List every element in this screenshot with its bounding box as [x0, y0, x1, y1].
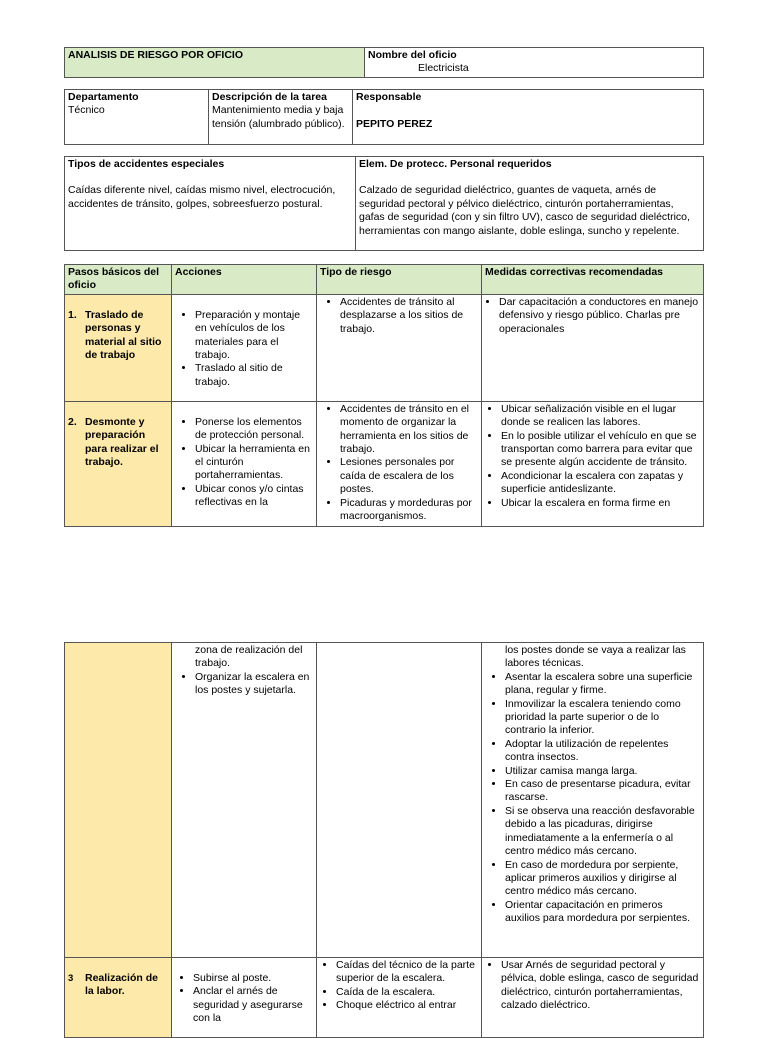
- department-label: Departamento: [68, 91, 139, 103]
- step2-label: Desmonte y preparación para realizar el trabajo.: [85, 415, 159, 469]
- document-title: ANALISIS DE RIESGO POR OFICIO: [65, 48, 365, 78]
- job-name-label: Nombre del oficio: [368, 49, 457, 61]
- list-item: • Ponerse los elementos de protección personal.: [195, 416, 313, 443]
- list-item: • Adoptar la utilización de repelentes contra insectos.: [505, 738, 700, 765]
- list-item: • Organizar la escalera en los postes y sujetarla.: [195, 671, 313, 698]
- list-item: • Acondicionar la escalera con zapatas y superficie antideslizante.: [501, 470, 700, 497]
- table-row: [65, 958, 704, 1038]
- list-item: • Asentar la escalera sobre una superficie plana, regular y firme.: [505, 671, 700, 698]
- list-item: • Inmovilizar la escalera teniendo como prioridad la parte superior o de lo contrario la inferior.: [505, 698, 700, 738]
- ppe-cell: [356, 157, 704, 251]
- responsible-cell: [353, 90, 704, 145]
- table-row: [65, 294, 704, 401]
- list-item: • Ubicar la herramienta en el cinturón portaherramientas.: [195, 443, 313, 483]
- step1-number: 1.: [68, 308, 77, 321]
- step3-number: 3: [68, 973, 74, 984]
- continued-text: los postes donde se vaya a realizar las labores técnicas.: [505, 644, 686, 670]
- table-row: [65, 643, 704, 958]
- list-item: • Accidentes de tránsito en el momento de organizar la herramienta en los sitios de trabajo.: [340, 403, 478, 457]
- job-name-value: Electricista: [418, 62, 469, 75]
- step2-measures: [482, 401, 704, 526]
- step2-risks-continued: [317, 643, 482, 958]
- table-row: [65, 401, 704, 526]
- list-item: • Usar Arnés de seguridad pectoral y pélvica, doble eslinga, casco de seguridad dieléctrico, cinturón portaherramientas, calzado dieléctrico.: [501, 959, 700, 1013]
- list-item: • Choque eléctrico al entrar: [336, 999, 478, 1012]
- ppe-value: Calzado de seguridad dieléctrico, guantes de vaqueta, arnés de seguridad pectoral y pélvico dieléctrico, cinturón portaherramientas, gafas de seguridad (con y sin filtro UV), casco de seguridad dieléctrico, herramientas con mango aislante, doble eslinga, suncho y repelente.: [359, 184, 690, 237]
- task-cell: [209, 90, 353, 145]
- department-value: Técnico: [68, 104, 105, 117]
- risk-table-continued: [64, 642, 704, 1038]
- step2-number: 2.: [68, 415, 77, 428]
- header-risk: Tipo de riesgo: [317, 265, 482, 295]
- risk-table: [64, 264, 704, 527]
- responsible-value: PEPITO PEREZ: [356, 118, 433, 131]
- list-item: • Accidentes de tránsito al desplazarse a los sitios de trabajo.: [340, 296, 478, 336]
- list-item: • Subirse al poste.: [193, 972, 313, 985]
- accidents-label: Tipos de accidentes especiales: [68, 158, 225, 170]
- step2-measures-continued: [482, 643, 704, 958]
- step2-risks: [317, 401, 482, 526]
- step3-measures: [482, 958, 704, 1038]
- special-table: [64, 156, 704, 251]
- list-item: • En lo posible utilizar el vehículo en que se transportan como barrera para evitar que se presente algún accidente de tránsito.: [501, 430, 700, 470]
- step3-cell: [65, 958, 172, 1038]
- list-item: • Si se observa una reacción desfavorable debido a las picaduras, dirigirse inmediatamente a la enfermería o al centro médico más cercano.: [505, 805, 700, 859]
- list-item: • Traslado al sitio de trabajo.: [195, 362, 313, 389]
- ppe-label: Elem. De protecc. Personal requeridos: [359, 158, 552, 170]
- step2-cell-continued: [65, 643, 172, 958]
- table-header-row: [65, 265, 704, 295]
- list-item: • Caída de la escalera.: [336, 986, 478, 999]
- step1-cell: [65, 294, 172, 401]
- step3-actions: [172, 958, 317, 1038]
- list-item: • Dar capacitación a conductores en manejo defensivo y riesgo público. Charlas pre operacionales: [499, 296, 700, 336]
- info-table: [64, 89, 704, 145]
- list-item: • Ubicar señalización visible en el lugar donde se realicen las labores.: [501, 403, 700, 430]
- list-item: • Caídas del técnico de la parte superior de la escalera.: [336, 959, 478, 986]
- header-steps: Pasos básicos del oficio: [65, 265, 172, 295]
- list-item: • Picaduras y mordeduras por macroorganismos.: [340, 497, 478, 524]
- step1-actions: [172, 294, 317, 401]
- header-measures: Medidas correctivas recomendadas: [482, 265, 704, 295]
- step2-actions: [172, 401, 317, 526]
- header-table: [64, 47, 704, 78]
- step3-label: Realización de la labor.: [85, 972, 158, 998]
- list-item: • Orientar capacitación en primeros auxilios para mordedura por serpientes.: [505, 899, 700, 926]
- list-item: • Lesiones personales por caída de escalera de los postes.: [340, 456, 478, 496]
- header-actions: Acciones: [172, 265, 317, 295]
- step1-measures: [482, 294, 704, 401]
- list-item: • Utilizar camisa manga larga.: [505, 765, 700, 778]
- list-item: • Anclar el arnés de seguridad y asegurarse con la: [193, 985, 313, 1025]
- list-item: • Ubicar conos y/o cintas reflectivas en la: [195, 483, 313, 510]
- list-item: • Preparación y montaje en vehículos de los materiales para el trabajo.: [195, 309, 313, 363]
- continued-text: zona de realización del trabajo.: [195, 644, 303, 670]
- responsible-label: Responsable: [356, 91, 422, 103]
- step3-risks: [317, 958, 482, 1038]
- task-value: Mantenimiento media y baja tensión (alumbrado público).: [212, 104, 345, 130]
- list-item: • En caso de mordedura por serpiente, aplicar primeros auxilios y dirigirse al centro médico más cercano.: [505, 859, 700, 899]
- accidents-value: Caídas diferente nivel, caídas mismo nivel, electrocución, accidentes de tránsito, golpes, sobreesfuerzo postural.: [68, 184, 336, 210]
- step1-risks: [317, 294, 482, 401]
- list-item: • En caso de presentarse picadura, evitar rascarse.: [505, 778, 700, 805]
- job-name-cell: [365, 48, 704, 78]
- department-cell: [65, 90, 209, 145]
- step2-actions-continued: [172, 643, 317, 958]
- step1-label: Traslado de personas y material al sitio de trabajo: [85, 308, 162, 362]
- step2-cell: [65, 401, 172, 526]
- accidents-cell: [65, 157, 356, 251]
- list-item: • Ubicar la escalera en forma firme en: [501, 497, 700, 510]
- task-label: Descripción de la tarea: [212, 91, 327, 103]
